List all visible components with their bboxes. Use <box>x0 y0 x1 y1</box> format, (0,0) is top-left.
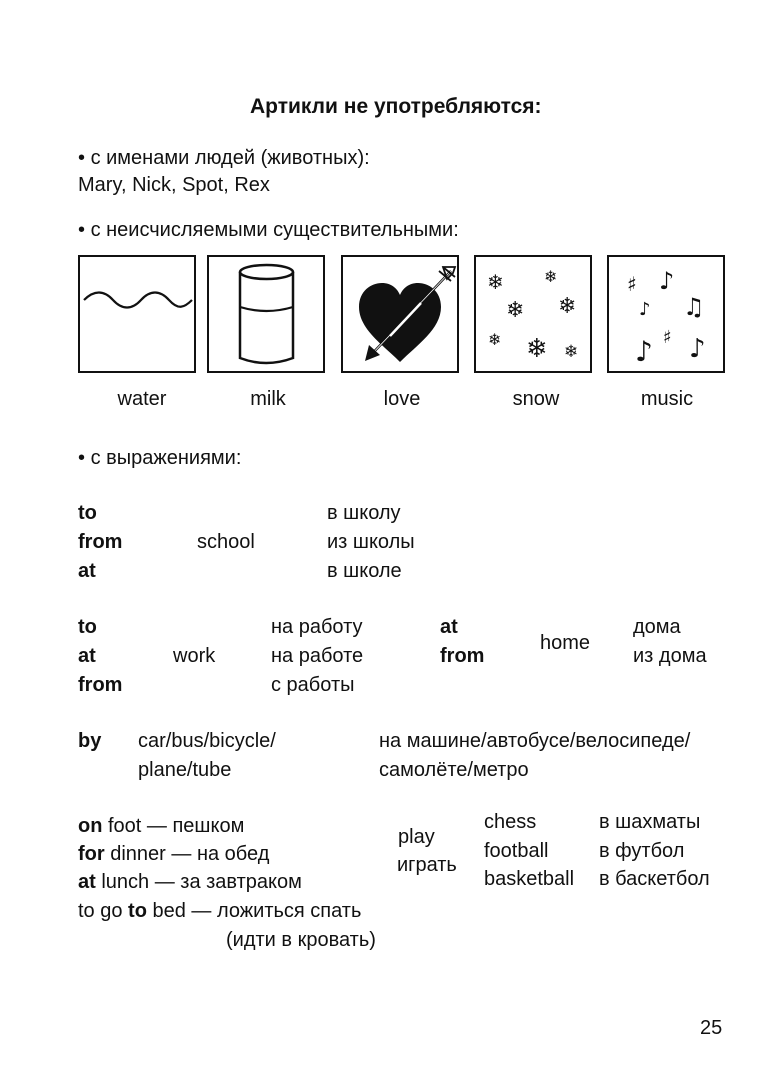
school-translation-from: из школы <box>327 531 415 553</box>
svg-text:❄: ❄ <box>564 342 579 362</box>
water-icon <box>78 255 196 373</box>
home-prep-at: at <box>440 616 458 638</box>
names-examples: Mary, Nick, Spot, Rex <box>78 174 270 196</box>
svg-text:❄: ❄ <box>558 294 577 319</box>
phrase-go-to-bed <box>78 900 361 923</box>
by-translation-line1: на машине/автобусе/велосипеде/ <box>379 730 691 752</box>
love-label: love <box>383 388 421 410</box>
svg-text:♪: ♪ <box>659 267 675 295</box>
school-prep-at: at <box>78 560 96 582</box>
game-chess-translation: в шахматы <box>599 811 701 833</box>
phrase-go-to-bed-note: (идти в кровать) <box>226 929 376 951</box>
svg-text:❄: ❄ <box>488 330 502 349</box>
phrase-prep: on <box>78 815 103 837</box>
by-prep: by <box>78 730 102 752</box>
phrase-on-foot <box>78 815 244 838</box>
expressions-heading-text: с выражениями: <box>90 447 242 469</box>
expressions-heading <box>78 447 241 470</box>
svg-text:♪: ♪ <box>639 299 651 320</box>
work-translation-at: на работе <box>271 645 364 667</box>
bullet: • <box>78 147 86 169</box>
work-prep-at: at <box>78 645 96 667</box>
svg-text:♫: ♫ <box>683 293 705 321</box>
work-translation-from: с работы <box>271 674 355 696</box>
svg-text:❄: ❄ <box>544 267 558 286</box>
work-noun: work <box>173 645 216 667</box>
play-translation: играть <box>397 854 457 876</box>
snowflakes-icon <box>474 255 592 373</box>
page-title: Артикли не употребляются: <box>250 95 542 118</box>
game-football-translation: в футбол <box>599 840 685 862</box>
by-translation-line2: самолёте/метро <box>379 759 529 781</box>
music-notes-icon <box>607 255 725 373</box>
music-label: music <box>640 388 694 410</box>
school-noun: school <box>197 531 255 553</box>
by-transport-line1: car/bus/bicycle/ <box>138 730 276 752</box>
names-heading-text: с именами людей (животных): <box>90 147 370 169</box>
work-prep-to: to <box>78 616 97 638</box>
work-translation-to: на работу <box>271 616 363 638</box>
phrase-rest: lunch — за завтраком <box>95 871 302 893</box>
svg-text:❄: ❄ <box>506 298 525 323</box>
game-basketball: basketball <box>484 868 575 890</box>
heart-arrow-icon <box>341 255 459 373</box>
home-noun: home <box>540 632 591 654</box>
game-football: football <box>484 840 549 862</box>
game-basketball-translation: в баскетбол <box>599 868 710 890</box>
water-label: water <box>117 388 167 410</box>
play-word: play <box>398 826 435 848</box>
bullet: • <box>78 447 86 469</box>
phrase-prep: to <box>128 900 147 922</box>
school-prep-to: to <box>78 502 97 524</box>
by-transport-line2: plane/tube <box>138 759 232 781</box>
svg-text:♯: ♯ <box>663 327 672 348</box>
home-translation-from: из дома <box>633 645 707 667</box>
school-prep-from: from <box>78 531 123 553</box>
phrase-rest: foot — пешком <box>102 815 245 837</box>
uncountable-heading-text: с неисчисляемыми существительными: <box>90 219 459 241</box>
phrase-prep: for <box>78 843 105 865</box>
phrase-prep: at <box>78 871 96 893</box>
svg-text:♪: ♪ <box>635 335 653 368</box>
school-translation-to: в школу <box>327 502 401 524</box>
school-translation-at: в школе <box>327 560 402 582</box>
milk-glass-icon <box>207 255 325 373</box>
uncountable-heading <box>78 219 459 242</box>
phrase-rest: bed — ложиться спать <box>146 900 362 922</box>
phrase-for-dinner <box>78 843 269 866</box>
svg-text:❄: ❄ <box>526 334 548 364</box>
page-number: 25 <box>700 1017 723 1039</box>
phrase-rest: dinner — на обед <box>104 843 270 865</box>
home-translation-at: дома <box>633 616 681 638</box>
work-prep-from: from <box>78 674 123 696</box>
phrase-at-lunch <box>78 871 302 894</box>
snow-label: snow <box>512 388 560 410</box>
phrase-pre: to go <box>78 900 129 922</box>
home-prep-from: from <box>440 645 485 667</box>
game-chess: chess <box>484 811 537 833</box>
names-heading <box>78 147 370 170</box>
svg-text:♪: ♪ <box>689 334 706 364</box>
milk-label: milk <box>250 388 286 410</box>
svg-text:❄: ❄ <box>487 270 504 294</box>
svg-text:♯: ♯ <box>627 272 637 296</box>
bullet: • <box>78 219 86 241</box>
